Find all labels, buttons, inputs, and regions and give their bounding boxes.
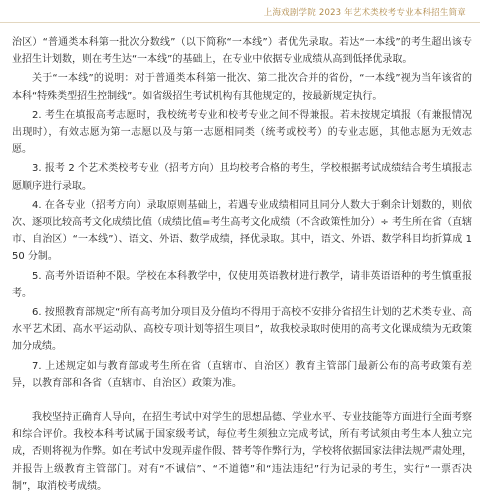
paragraph-rule-4: 4. 在各专业（招考方向）录取原则基础上，若遇专业成绩相同且同分人数大于剩余计划数的，则依次、逐项比较高考文化成绩比值（成绩比值=考生高考文化成绩（不含政策性加分）÷ 考生所在省（直辖市、自治区）“一本线”）、语文、外语、数学成绩，择优录取。其中，语文、外语、数学科目均折算成 150 分制。: [12, 199, 472, 263]
paragraph-rule-2: 2. 考生在填报高考志愿时，我校统考专业和校考专业之间不得兼报。若未按规定填报（有兼报情况出现时），有效志愿为第一志愿以及与第一志愿相同类（统考或校考）的专业志愿，其他志愿为无效志愿。: [12, 109, 472, 156]
page-header: [0, 0, 480, 26]
header-title: 上海戏剧学院 2023 年艺术类校考专业本科招生简章: [263, 8, 466, 18]
header-divider: [0, 22, 480, 23]
paragraph-rule-6: 6. 按照教育部规定“所有高考加分项目及分值均不得用于高校不安排分省招生计划的艺术类专业、高水平艺术团、高水平运动队、高校专项计划等招生项目”，故我校录取时使用的高考文化课成绩为无政策加分成绩。: [12, 307, 472, 353]
paragraph-continued-rule: 治区）“普通类本科第一批次分数线”（以下简称“一本线”）者优先录取。若达“一本线”的考生超出该专业招生计划数，则在考生达“一本线”的基础上，在专业中依据专业成绩从高到低择优录取。: [12, 37, 472, 66]
paragraph-rule-3: 3. 报考 2 个艺术类校考专业（招考方向）且均校考合格的考生，学校根据考试成绩结合考生填报志愿顺序进行录取。: [12, 163, 472, 192]
paragraph-integrity: 我校坚持正确育人导向，在招生考试中对学生的思想品德、学业水平、专业技能等方面进行全面考察和综合评价。我校本科考试属于国家级考试，每位考生须独立完成考试，所有考试须由考生本人独立完成，否则将视为作弊。如在考试中发现弄虚作假、替考等作弊行为，学校将依据国家法律法规严肃处理，并报告上级教育主管部门。对有“不诚信”、“不道德”和“违法违纪”行为记录的考生，实行“一票否决制”，取消校考成绩。: [12, 412, 472, 492]
paragraph-yiben-note: 关于“一本线”的说明：对于普通类本科第一批次、第二批次合并的省份，“一本线”视为当年该省的本科“特殊类型招生控制线”。如省级招生考试机构有其他规定的，按最新规定执行。: [12, 73, 472, 102]
paragraph-rule-7: 7. 上述规定如与教育部或考生所在省（直辖市、自治区）教育主管部门最新公布的高考政策有差异，以教育部和各省（直辖市、自治区）政策为准。: [12, 360, 472, 389]
paragraph-rule-5: 5. 高考外语语种不限。学校在本科教学中，仅使用英语教材进行教学，请非英语语种的考生慎重报考。: [12, 270, 472, 299]
document-body: [12, 34, 472, 497]
